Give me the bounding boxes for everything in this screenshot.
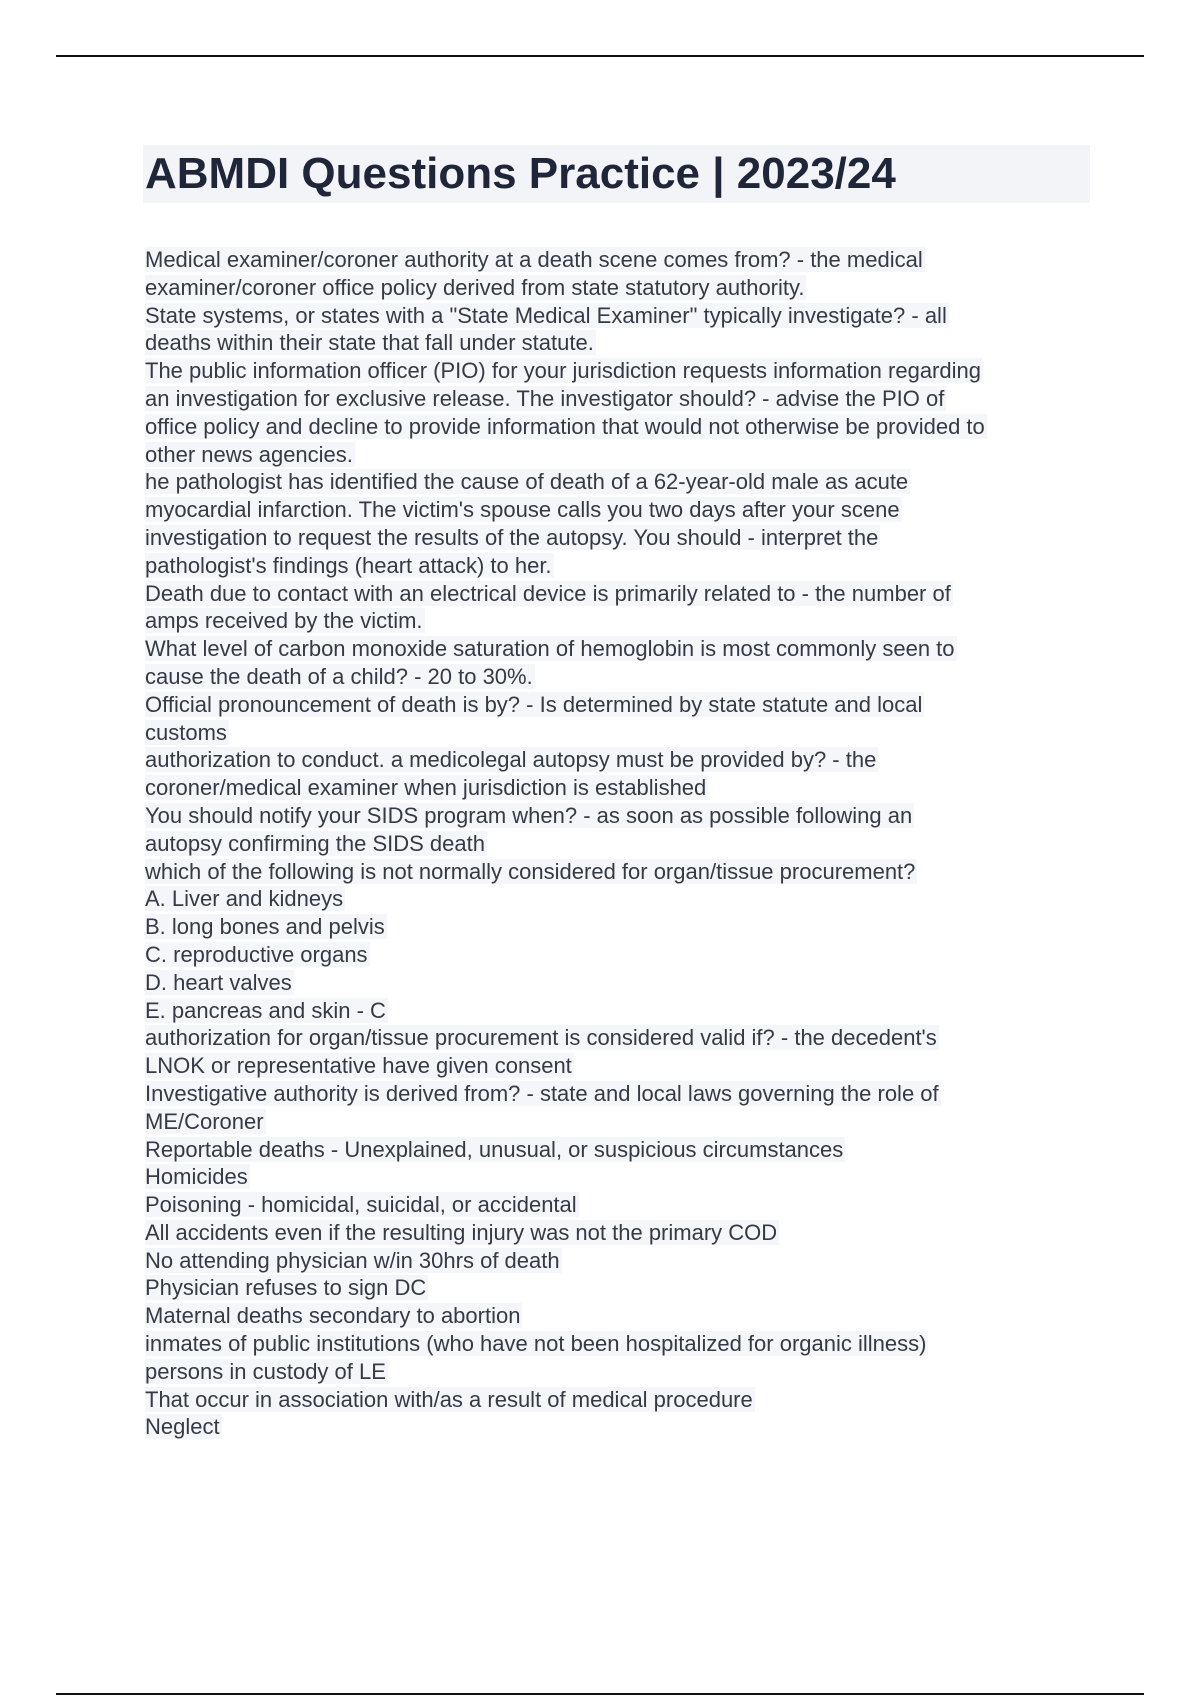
text-line: Maternal deaths secondary to abortion xyxy=(145,1303,521,1329)
text-line: LNOK or representative have given consent xyxy=(145,1053,572,1079)
text-line: A. Liver and kidneys xyxy=(145,886,344,912)
text-line: Official pronouncement of death is by? - Is determined by state statute and local xyxy=(145,691,923,717)
text-line: persons in custody of LE xyxy=(145,1358,386,1384)
text-line: Physician refuses to sign DC xyxy=(145,1275,427,1301)
text-line: examiner/coroner office policy derived from state statutory authority. xyxy=(145,274,805,300)
text-line: inmates of public institutions (who have not been hospitalized for organic illness) xyxy=(145,1331,927,1357)
text-line: Homicides xyxy=(145,1164,248,1190)
text-line: Reportable deaths - Unexplained, unusual, or suspicious circumstances xyxy=(145,1136,844,1162)
text-line: Neglect xyxy=(145,1414,220,1440)
footer-rule xyxy=(56,1693,1144,1695)
text-line: investigation to request the results of the autopsy. You should - interpret the xyxy=(145,524,879,550)
text-line: B. long bones and pelvis xyxy=(145,914,385,940)
text-line: pathologist's findings (heart attack) to her. xyxy=(145,552,552,578)
text-line: What level of carbon monoxide saturation of hemoglobin is most commonly seen to xyxy=(145,636,955,662)
text-line: Poisoning - homicidal, suicidal, or accidental xyxy=(145,1192,577,1218)
text-line: Medical examiner/coroner authority at a death scene comes from? - the medical xyxy=(145,247,923,272)
text-line: which of the following is not normally considered for organ/tissue procurement? xyxy=(145,858,916,884)
text-line: Death due to contact with an electrical device is primarily related to - the number of xyxy=(145,580,951,606)
text-line: amps received by the victim. xyxy=(145,608,423,634)
document-body xyxy=(145,246,1085,1441)
text-line: autopsy confirming the SIDS death xyxy=(145,830,485,856)
text-line: Investigative authority is derived from? - state and local laws governing the role of xyxy=(145,1080,939,1106)
text-line: coroner/medical examiner when jurisdiction is established xyxy=(145,775,707,801)
text-line: customs xyxy=(145,719,227,745)
text-line: You should notify your SIDS program when? - as soon as possible following an xyxy=(145,802,913,828)
header-rule xyxy=(56,55,1144,57)
text-line: E. pancreas and skin - C xyxy=(145,997,386,1023)
text-line: ME/Coroner xyxy=(145,1108,264,1134)
text-line: State systems, or states with a "State Medical Examiner" typically investigate? - all xyxy=(145,302,947,328)
text-line: authorization to conduct. a medicolegal autopsy must be provided by? - the xyxy=(145,747,877,773)
text-line: That occur in association with/as a result of medical procedure xyxy=(145,1386,753,1412)
text-line: myocardial infarction. The victim's spouse calls you two days after your scene xyxy=(145,497,900,523)
text-line: deaths within their state that fall under statute. xyxy=(145,330,594,356)
text-line: C. reproductive organs xyxy=(145,941,368,967)
text-line: No attending physician w/in 30hrs of death xyxy=(145,1247,560,1273)
text-line: The public information officer (PIO) for your jurisdiction requests information regarding xyxy=(145,358,981,384)
text-line: All accidents even if the resulting injury was not the primary COD xyxy=(145,1219,778,1245)
text-line: authorization for organ/tissue procurement is considered valid if? - the decedent's xyxy=(145,1025,937,1051)
page-title: ABMDI Questions Practice | 2023/24 xyxy=(145,149,896,198)
text-line: an investigation for exclusive release. The investigator should? - advise the PIO of xyxy=(145,385,945,411)
text-line: office policy and decline to provide information that would not otherwise be provided to xyxy=(145,413,985,439)
text-line: he pathologist has identified the cause of death of a 62-year-old male as acute xyxy=(145,469,909,495)
text-line: cause the death of a child? - 20 to 30%. xyxy=(145,663,533,689)
text-line: other news agencies. xyxy=(145,441,353,467)
text-line: D. heart valves xyxy=(145,969,292,995)
